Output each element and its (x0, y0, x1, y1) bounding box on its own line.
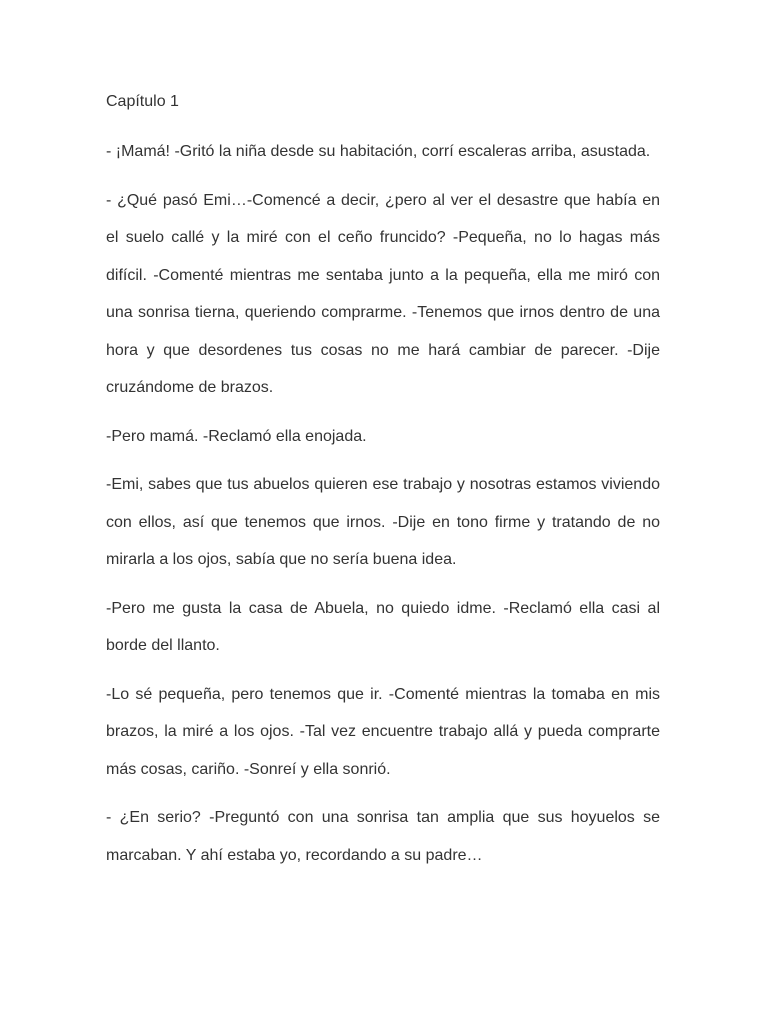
chapter-title: Capítulo 1 (106, 93, 179, 110)
document-page (106, 90, 660, 885)
paragraph-6: -Lo sé pequeña, pero tenemos que ir. -Comenté mientras la tomaba en mis brazos, la miré a los ojos. -Tal vez encuentre trabajo allá y pueda comprarte más cosas, cariño. -Sonreí y ella sonrió. (106, 685, 660, 778)
paragraph-7: - ¿En serio? -Preguntó con una sonrisa tan amplia que sus hoyuelos se marcaban. Y ahí estaba yo, recordando a su padre… (106, 809, 660, 864)
paragraph-3: -Pero mamá. -Reclamó ella enojada. (106, 427, 367, 445)
paragraph-4: -Emi, sabes que tus abuelos quieren ese trabajo y nosotras estamos viviendo con ellos, así que tenemos que irnos. -Dije en tono firme y tratando de no mirarla a los ojos, sabía que no sería buena idea. (106, 476, 660, 568)
paragraph-2: - ¿Qué pasó Emi…-Comencé a decir, ¿pero al ver el desastre que había en el suelo callé y la miré con el ceño fruncido? -Pequeña, no lo hagas más difícil. -Comenté mientras me sentaba junto a la pequeña, ella me miró con una sonrisa tierna, queriendo comprarme. -Tenemos que irnos dentro de una hora y que desordenes tus cosas no me hará cambiar de parecer. -Dije cruzándome de brazos. (106, 191, 660, 396)
paragraph-5: -Pero me gusta la casa de Abuela, no quiedo idme. -Reclamó ella casi al borde del llanto. (106, 599, 660, 654)
paragraph-1: - ¡Mamá! -Gritó la niña desde su habitación, corrí escaleras arriba, asustada. (106, 143, 651, 160)
